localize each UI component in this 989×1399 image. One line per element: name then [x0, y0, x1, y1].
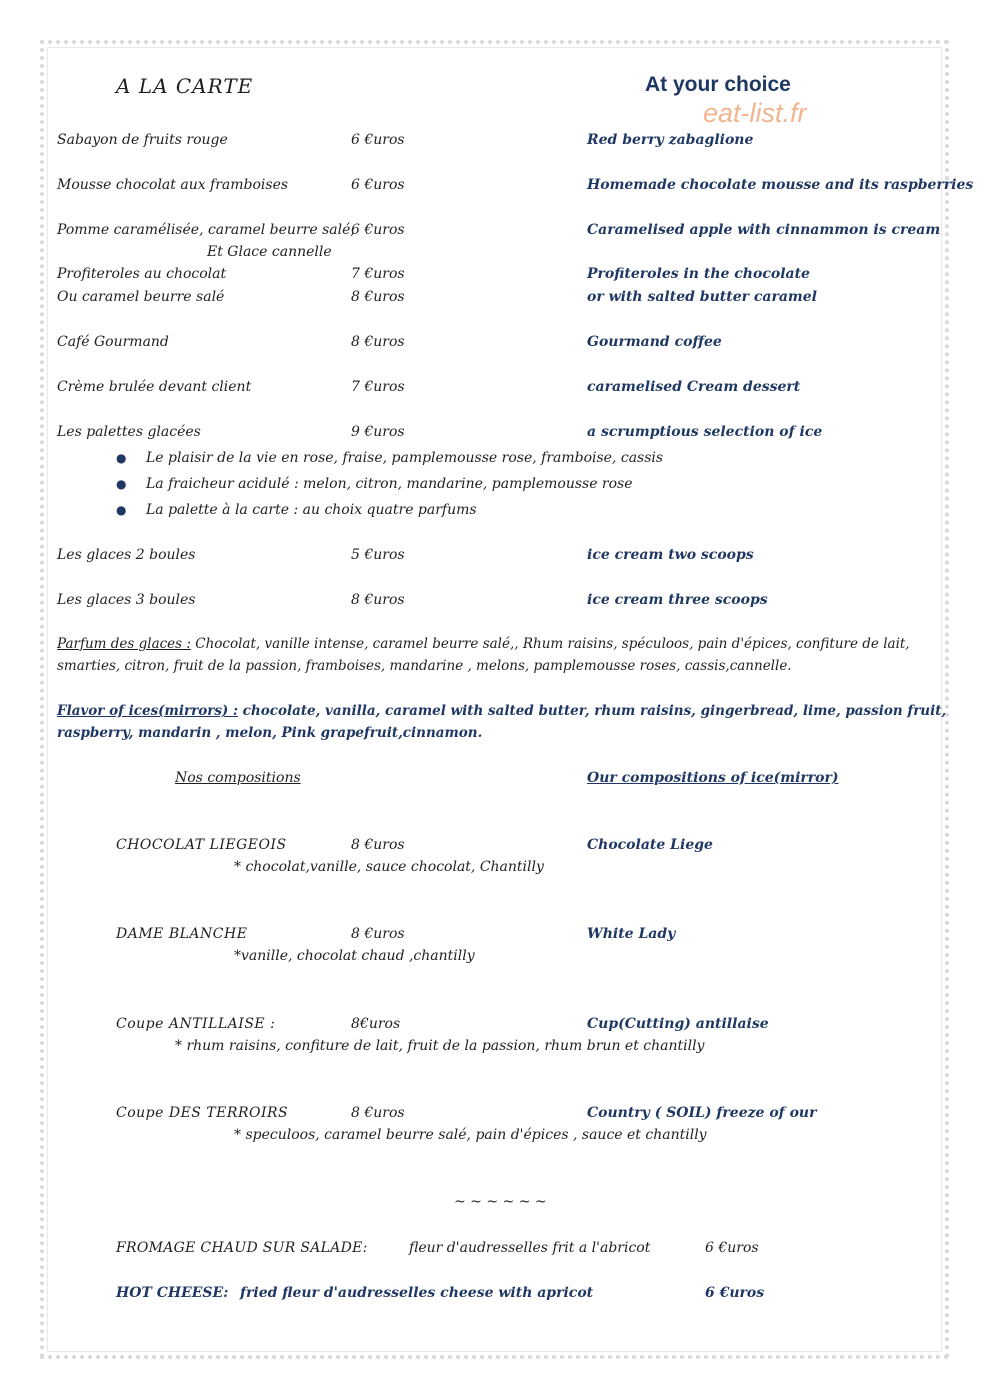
flavors-line — [57, 703, 946, 719]
flavors-label: Flavor of ices(mirrors) : — [57, 703, 238, 719]
bullet-dot-icon: ● — [116, 477, 127, 491]
item-fr: Les glaces 2 boules — [57, 547, 196, 563]
item-fr: Mousse chocolat aux framboises — [57, 177, 289, 193]
item-en: Caramelised apple with cinnammon is cream — [587, 222, 941, 238]
watermark-logo: eat-list.fr — [703, 98, 807, 128]
title-fr: A LA CARTE — [116, 74, 254, 98]
composition-fr: CHOCOLAT LIEGEOIS — [116, 837, 287, 853]
item-en: ice cream three scoops — [587, 592, 768, 608]
palette-item: Le plaisir de la vie en rose, fraise, pamplemousse rose, framboise, cassis — [146, 450, 664, 466]
item-en: ice cream two scoops — [587, 547, 754, 563]
composition-detail: * rhum raisins, confiture de lait, fruit de la passion, rhum brun et chantilly — [175, 1038, 705, 1054]
item-price: 6 €uros — [351, 177, 405, 193]
cheese-fr-label: FROMAGE CHAUD SUR SALADE: — [116, 1240, 368, 1256]
cheese-fr-price: 6 €uros — [705, 1240, 759, 1256]
composition-detail: *vanille, chocolat chaud ,chantilly — [234, 948, 475, 964]
palette-item: La palette à la carte : au choix quatre parfums — [146, 502, 477, 518]
parfums-line — [57, 636, 910, 652]
item-fr: Profiteroles au chocolat — [57, 266, 227, 282]
composition-price: 8 €uros — [351, 837, 405, 853]
bullet-dot-icon: ● — [116, 451, 127, 465]
item-fr-continued: Et Glace cannelle — [207, 244, 332, 260]
composition-fr: DAME BLANCHE — [116, 926, 248, 942]
item-price: 5 €uros — [351, 547, 405, 563]
composition-price: 8 €uros — [351, 926, 405, 942]
item-en: Red berry zabaglione — [587, 132, 754, 148]
item-en: or with salted butter caramel — [587, 289, 817, 305]
composition-en: White Lady — [587, 926, 676, 942]
item-fr: Café Gourmand — [57, 334, 169, 350]
cheese-fr-desc: fleur d'audresselles frit a l'abricot — [409, 1240, 651, 1256]
item-price: 8 €uros — [351, 592, 405, 608]
item-price: 9 €uros — [351, 424, 405, 440]
item-en: a scrumptious selection of ice — [587, 424, 823, 440]
composition-fr: Coupe DES TERROIRS — [116, 1105, 289, 1121]
flavors-text: chocolate, vanilla, caramel with salted butter, rhum raisins, gingerbread, lime, passion fruit, — [237, 703, 947, 719]
composition-detail: * speculoos, caramel beurre salé, pain d'épices , sauce et chantilly — [234, 1127, 707, 1143]
title-en: At your choice — [645, 73, 791, 96]
item-en: caramelised Cream dessert — [587, 379, 801, 395]
item-en: Homemade chocolate mousse and its raspberries — [587, 177, 974, 193]
item-price: 7 €uros — [351, 266, 405, 282]
composition-price: 8€uros — [351, 1016, 401, 1032]
item-price: 7 €uros — [351, 379, 405, 395]
item-price: 6 €uros — [351, 222, 405, 238]
composition-detail: * chocolat,vanille, sauce chocolat, Chantilly — [234, 859, 544, 875]
item-en: Profiteroles in the chocolate — [587, 266, 810, 282]
palette-item: La fraicheur acidulé : melon, citron, mandarine, pamplemousse rose — [146, 476, 633, 492]
parfums-text-continued: smarties, citron, fruit de la passion, framboises, mandarine , melons, pamplemousse roses, cassis,cannelle. — [57, 658, 792, 674]
cheese-en-label: HOT CHEESE: — [116, 1285, 229, 1301]
separator: ~ ~ ~ ~ ~ ~ — [454, 1194, 547, 1210]
flavors-text-continued: raspberry, mandarin , melon, Pink grapefruit,cinnamon. — [57, 725, 483, 741]
item-fr: Crème brulée devant client — [57, 379, 252, 395]
composition-en: Cup(Cutting) antillaise — [587, 1016, 769, 1032]
cheese-en-price: 6 €uros — [705, 1285, 765, 1301]
parfums-label: Parfum des glaces : — [57, 636, 191, 652]
compositions-heading-en: Our compositions of ice(mirror) — [587, 770, 839, 786]
item-en: Gourmand coffee — [587, 334, 722, 350]
bullet-dot-icon: ● — [116, 503, 127, 517]
item-price: 8 €uros — [351, 334, 405, 350]
composition-price: 8 €uros — [351, 1105, 405, 1121]
item-fr: Les glaces 3 boules — [57, 592, 196, 608]
item-fr: Sabayon de fruits rouge — [57, 132, 228, 148]
parfums-text: Chocolat, vanille intense, caramel beurre salé,, Rhum raisins, spéculoos, pain d'épices, confiture de lait, — [190, 636, 910, 652]
compositions-heading-fr: Nos compositions — [175, 770, 301, 786]
item-price: 8 €uros — [351, 289, 405, 305]
item-fr: Les palettes glacées — [57, 424, 201, 440]
item-fr: Pomme caramélisée, caramel beurre salé, — [57, 222, 355, 238]
composition-en: Country ( SOIL) freeze of our — [587, 1105, 817, 1121]
cheese-en-desc: fried fleur d'audresselles cheese with apricot — [240, 1285, 594, 1301]
item-fr: Ou caramel beurre salé — [57, 289, 225, 305]
composition-en: Chocolate Liege — [587, 837, 713, 853]
composition-fr: Coupe ANTILLAISE : — [116, 1016, 276, 1032]
item-price: 6 €uros — [351, 132, 405, 148]
